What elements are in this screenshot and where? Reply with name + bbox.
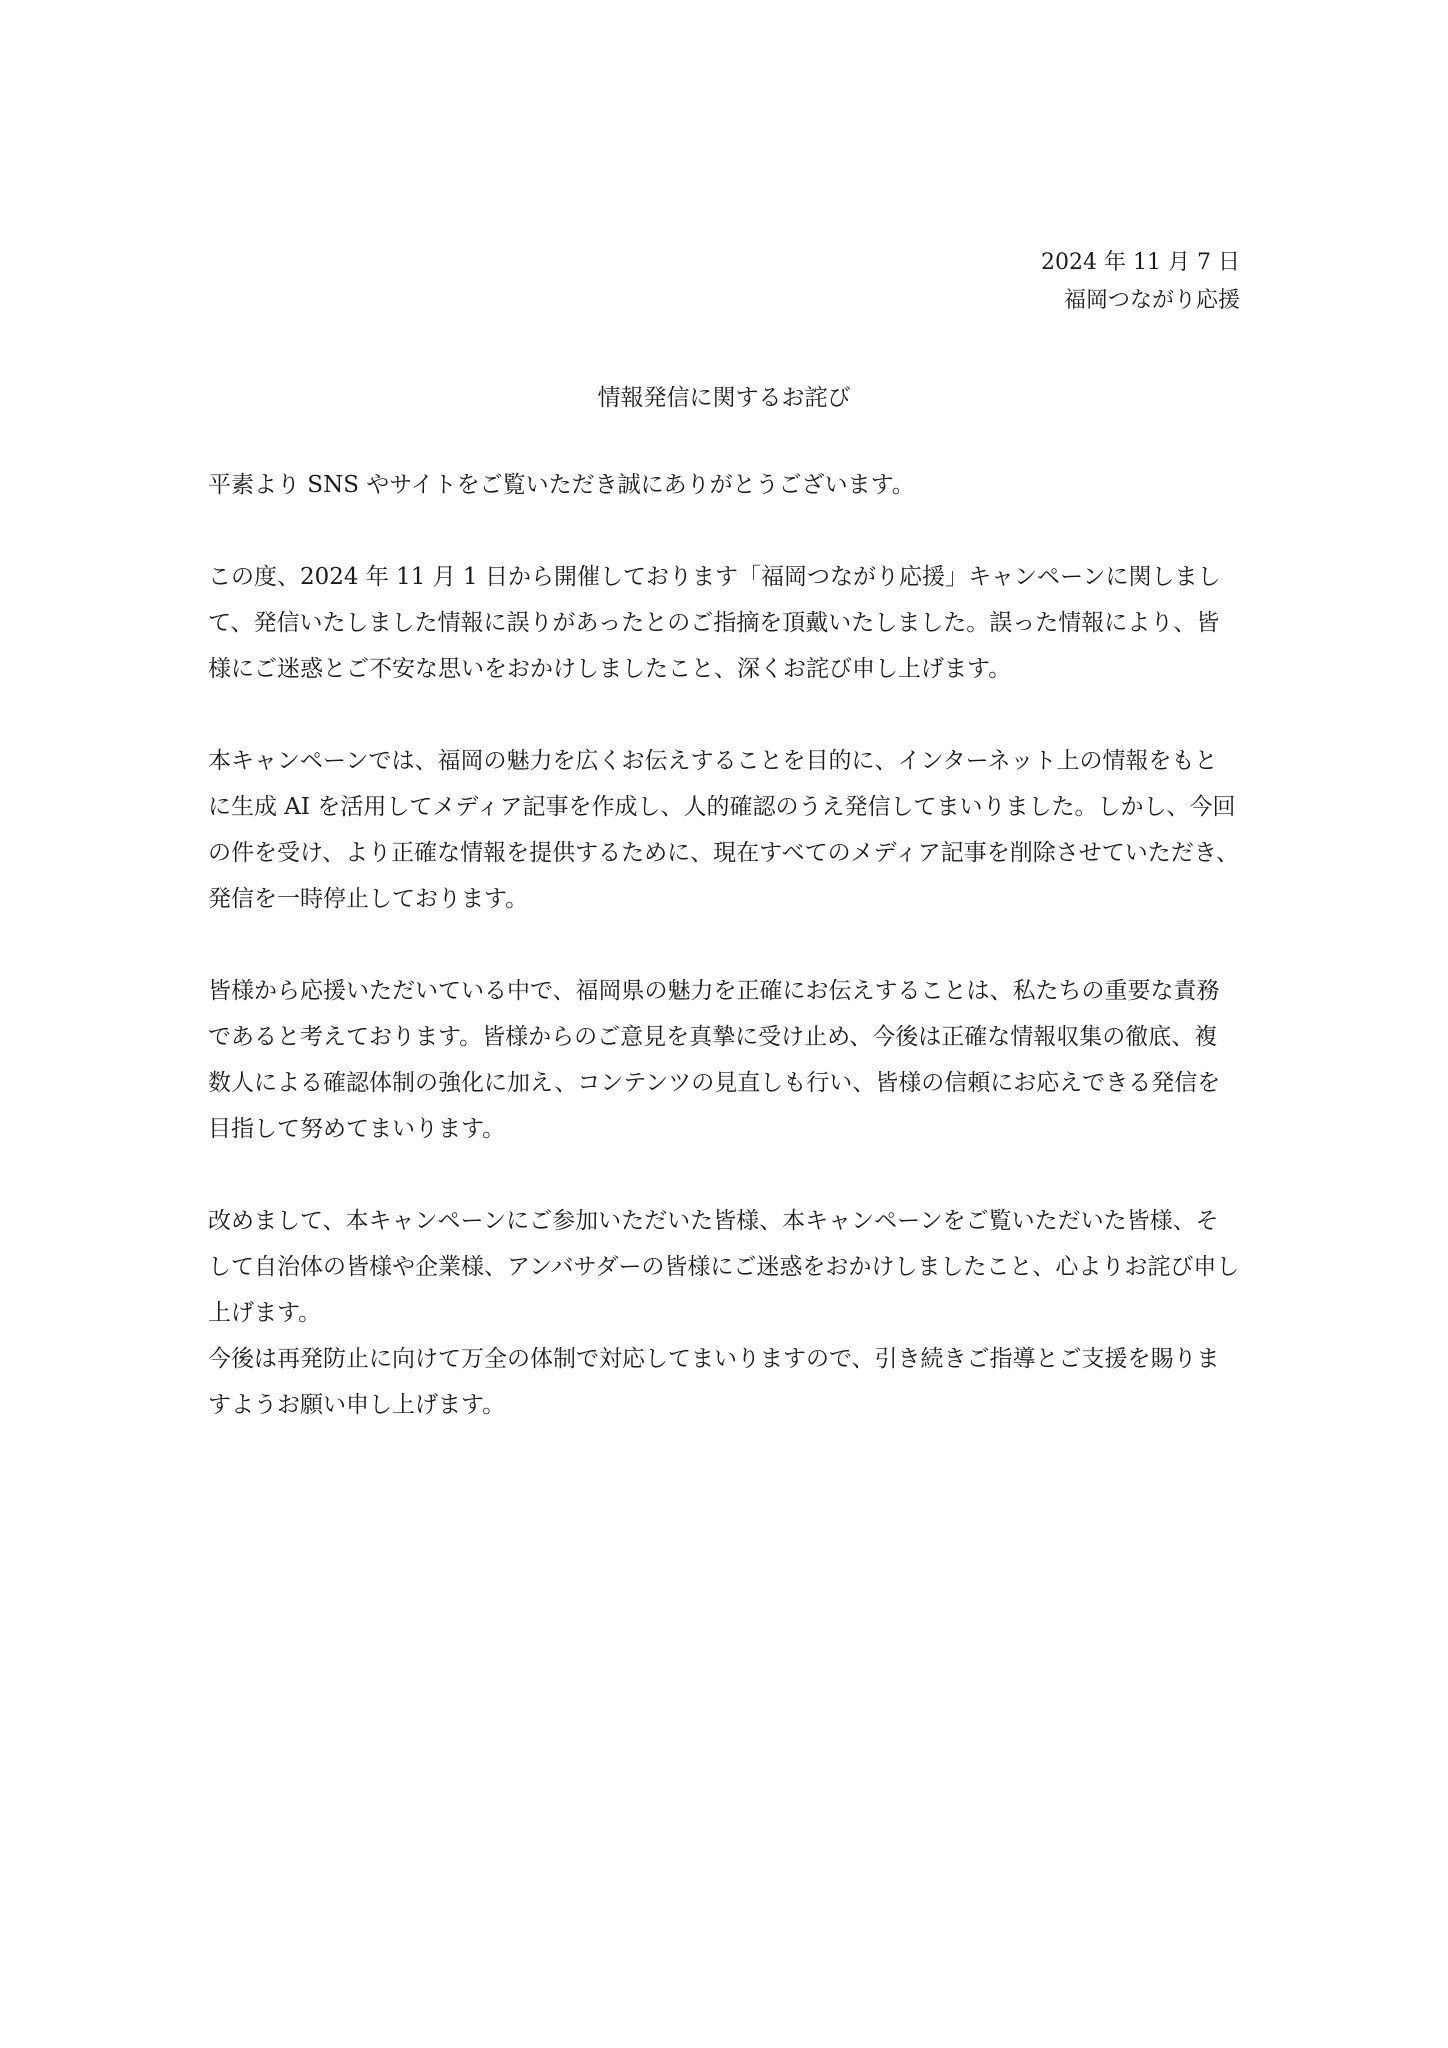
date-line: 2024 年 11 月 7 日	[1041, 250, 1240, 275]
document-body	[208, 462, 1240, 1474]
paragraph-apology: この度、2024 年 11 月 1 日から開催しております「福岡つながり応援」キャンペーンに関しまして、発信いたしました情報に誤りがあったとのご指摘を頂戴いたしました。誤った情報により、皆様にご迷惑とご不安な思いをおかけしましたこと、深くお詫び申し上げます。	[208, 564, 1221, 682]
paragraph-closing-request: 今後は再発防止に向けて万全の体制で対応してまいりますので、引き続きご指導とご支援を賜りますようお願い申し上げます。	[208, 1346, 1220, 1418]
paragraph-greeting: 平素より SNS やサイトをご覧いただき誠にありがとうございます。	[208, 472, 915, 498]
paragraph-explanation: 本キャンペーンでは、福岡の魅力を広くお伝えすることを目的に、インターネット上の情報をもとに生成 AI を活用してメディア記事を作成し、人的確認のうえ発信してまいりました。しかし、今回の件を受け、より正確な情報を提供するために、現在すべてのメディア記事を削除させていただき、発信を一時停止しております。	[208, 748, 1239, 912]
document-title: 情報発信に関するお詫び	[597, 385, 851, 411]
paragraph-closing-apology: 改めまして、本キャンペーンにご参加いただいた皆様、本キャンペーンをご覧いただいた皆様、そして自治体の皆様や企業様、アンバサダーの皆様にご迷惑をおかけしましたこと、心よりお詫び申し上げます。	[208, 1208, 1240, 1326]
paragraph-commitment: 皆様から応援いただいている中で、福岡県の魅力を正確にお伝えすることは、私たちの重要な責務であると考えております。皆様からのご意見を真摯に受け止め、今後は正確な情報収集の徹底、複数人による確認体制の強化に加え、コンテンツの見直しも行い、皆様の信頼にお応えできる発信を目指して努めてまいります。	[208, 978, 1221, 1142]
letter-header	[1041, 244, 1240, 320]
organization-name: 福岡つながり応援	[1063, 288, 1240, 313]
